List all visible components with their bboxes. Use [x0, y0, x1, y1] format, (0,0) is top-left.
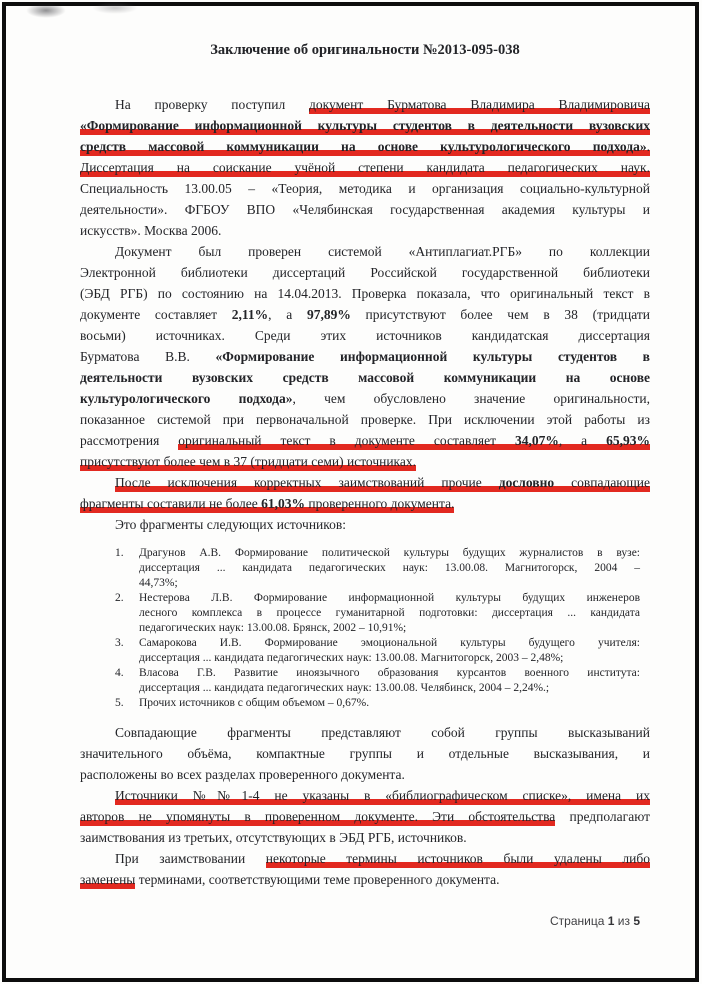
- list-item: [115, 696, 640, 711]
- text-line: [80, 430, 650, 451]
- text-run: деятельности вузовских средств массовой коммуникации на основе: [80, 370, 650, 385]
- text-run: , чем обусловлено значение оригинальности,: [292, 391, 650, 406]
- text-run: показанное системой при первоначальной проверке. При исключении этой работы из: [80, 412, 650, 427]
- text-run: присутствуют более чем в 38 (тридцати: [350, 307, 650, 322]
- footer-page-word: Страница: [550, 914, 608, 928]
- text-run: деятельности». ФГБОУ ВПО «Челябинская государственная академия культуры и: [80, 202, 650, 217]
- source-list: [115, 546, 640, 711]
- text-line: [80, 409, 650, 430]
- paragraph: [80, 722, 650, 785]
- text-line: [139, 606, 640, 621]
- text-line: [80, 743, 650, 764]
- text-run: значительного объёма, компактные группы и отдельные высказывания, и: [80, 746, 650, 761]
- text-line: [80, 241, 650, 262]
- text-run: лесного комплекса в процессе гуманитарной подготовки: диссертация ... кандидата: [139, 607, 640, 619]
- red-marked-text: документ Бурматова Владимира Владимировича: [309, 97, 650, 112]
- text-line: [80, 115, 650, 136]
- text-line: [139, 576, 640, 591]
- paragraph: [80, 785, 650, 848]
- red-marked-text: 34,07%: [514, 433, 559, 448]
- text-run: Электронной библиотеки диссертаций Российской государственной библиотеки: [80, 265, 650, 280]
- list-item-number: 2.: [115, 592, 124, 604]
- footer-of-word: из: [614, 914, 634, 928]
- list-item-text: [139, 591, 640, 636]
- text-line: [80, 199, 650, 220]
- list-item-number: 3.: [115, 637, 124, 649]
- text-line: [139, 546, 640, 561]
- text-run: документе составляет: [80, 307, 232, 322]
- text-run: 97,89%: [306, 307, 351, 322]
- text-line: [80, 722, 650, 743]
- list-item-number: 5.: [115, 697, 124, 709]
- text-run: заимствования из третьих, отсутствующих в ЭБД РГБ, источников.: [80, 830, 467, 845]
- text-line: [139, 696, 640, 711]
- list-item: [115, 636, 640, 666]
- text-line: [80, 514, 650, 535]
- red-marked-text: совпадающие: [554, 475, 651, 490]
- text-run: расположены во всех разделах проверенного документа.: [80, 767, 405, 782]
- text-line: [80, 493, 650, 514]
- text-line: [80, 178, 650, 199]
- list-item-text: [139, 696, 640, 711]
- text-line: [80, 325, 650, 346]
- text-run: Бурматова В.В.: [80, 349, 216, 364]
- text-run: диссертация ... кандидата педагогических наук: 13.00.08. Магнитогорск, 2004 –: [139, 562, 640, 574]
- text-line: [80, 262, 650, 283]
- text-run: диссертация ... кандидата педагогических наук: 13.00.08. Челябинск, 2004 – 2,24%.;: [139, 682, 550, 694]
- text-line: [80, 220, 650, 241]
- text-line: [139, 591, 640, 606]
- list-item: [115, 591, 640, 636]
- list-item-number: 4.: [115, 667, 124, 679]
- list-item-number: 1.: [115, 547, 124, 559]
- red-marked-text: После исключения корректных заимствований прочие: [115, 475, 499, 490]
- text-line: [80, 764, 650, 785]
- text-run: (ЭБД РГБ) по состоянию на 14.04.2013. Проверка показала, что оригинальный текст в: [80, 286, 650, 301]
- red-marked-text: средств массовой коммуникации на основе культурологического подхода»: [80, 139, 647, 154]
- text-line: [139, 561, 640, 576]
- text-run: искусств». Москва 2006.: [80, 223, 222, 238]
- list-item: [115, 546, 640, 591]
- red-marked-text: .: [646, 139, 650, 154]
- document-title: Заключение об оригинальности №2013-095-038: [210, 42, 520, 58]
- list-item-text: [139, 666, 640, 696]
- text-line: [139, 651, 640, 666]
- red-marked-text: , а: [558, 433, 607, 448]
- page-footer: [550, 914, 640, 928]
- text-run: Самарокова И.В. Формирование эмоциональной культуры будущего учителя:: [139, 637, 640, 649]
- text-run: рассмотрения: [80, 433, 179, 448]
- text-run: Драгунов А.В. Формирование политической культуры будущих журналистов в вузе:: [139, 547, 640, 559]
- text-line: [139, 666, 640, 681]
- footer-total-pages: 5: [633, 914, 640, 928]
- paragraph: [80, 94, 650, 241]
- text-run: Совпадающие фрагменты представляют собой группы высказываний: [115, 725, 650, 740]
- text-line: [139, 621, 640, 636]
- text-run: педагогических наук: 13.00.08. Брянск, 2002 – 10,91%;: [139, 622, 407, 634]
- text-line: [80, 388, 650, 409]
- red-marked-text: Диссертация на соискание учёной степени кандидата педагогических наук.: [80, 160, 650, 175]
- paragraph: [80, 514, 650, 535]
- text-line: [80, 304, 650, 325]
- paragraph: [80, 472, 650, 514]
- text-line: [139, 681, 640, 696]
- text-run: , а: [268, 307, 307, 322]
- red-marked-text: проверенного документа.: [305, 496, 455, 511]
- text-run: диссертация ... кандидата педагогических наук: 13.00.08. Магнитогорск, 2003 – 2,48%;: [139, 652, 564, 664]
- red-marked-text: некоторые термины источников были удалены либо: [265, 851, 650, 866]
- text-line: [80, 848, 650, 869]
- red-marked-text: фрагменты составили не более: [80, 496, 262, 511]
- red-marked-text: присутствуют более чем в 37 (тридцати семи) источниках.: [80, 454, 417, 469]
- red-marked-text: заменены: [80, 872, 136, 887]
- text-line: [80, 827, 650, 848]
- text-line: [80, 94, 650, 115]
- text-run: 2,11%: [231, 307, 269, 322]
- text-run: Власова Г.В. Развитие иноязычного образования курсантов военного института:: [139, 667, 640, 679]
- list-item-text: [139, 636, 640, 666]
- red-marked-text: 61,03%: [261, 496, 306, 511]
- red-marked-text: Источники №№1-4 не указаны в «библиографическом списке», имена их: [115, 788, 650, 803]
- text-run: Специальность 13.00.05 – «Теория, методика и организация социально-культурной: [80, 181, 650, 196]
- text-run: терминами, соответствующими теме проверенного документа.: [135, 872, 500, 887]
- text-line: [80, 806, 650, 827]
- text-line: [80, 472, 650, 493]
- document-body: [80, 94, 650, 890]
- red-marked-text: дословно: [498, 475, 555, 490]
- text-run: предполагают: [555, 809, 650, 824]
- text-run: На проверку поступил: [115, 97, 310, 112]
- text-run: «Формирование информационной культуры студентов в: [215, 349, 650, 364]
- text-run: восьми) источниках. Среди этих источников кандидатская диссертация: [80, 328, 650, 343]
- text-run: культурологического подхода»: [80, 391, 293, 406]
- text-line: [80, 157, 650, 178]
- text-line: [80, 136, 650, 157]
- text-run: 44,73%;: [139, 577, 178, 589]
- text-run: Нестерова Л.В. Формирование информационной культуры будущих инженеров: [139, 592, 640, 604]
- text-line: [80, 283, 650, 304]
- text-line: [139, 636, 640, 651]
- text-line: [80, 869, 650, 890]
- text-run: Это фрагменты следующих источников:: [115, 517, 347, 532]
- document-content: [80, 40, 650, 890]
- text-run: Прочих источников с общим объемом – 0,67%.: [139, 697, 370, 709]
- scan-smudge: [26, 3, 66, 18]
- footer-page-number: 1: [607, 914, 615, 928]
- scan-smudge: [92, 2, 138, 14]
- paragraph: [80, 241, 650, 472]
- text-line: [80, 451, 650, 472]
- paragraph: [80, 848, 650, 890]
- list-item-text: [139, 546, 640, 591]
- text-line: [80, 785, 650, 806]
- text-line: [80, 367, 650, 388]
- text-run: При заимствовании: [115, 851, 266, 866]
- text-line: [80, 346, 650, 367]
- red-marked-text: авторов не упомянуты в проверенном документе. Эти обстоятельства: [80, 809, 556, 824]
- list-item: [115, 666, 640, 696]
- red-marked-text: 65,93%: [606, 433, 650, 448]
- red-marked-text: оригинальный текст в документе составляет: [178, 433, 515, 448]
- text-run: Документ был проверен системой «Антиплагиат.РГБ» по коллекции: [115, 244, 650, 259]
- red-marked-text: «Формирование информационной культуры студентов в деятельности вузовских: [80, 118, 650, 133]
